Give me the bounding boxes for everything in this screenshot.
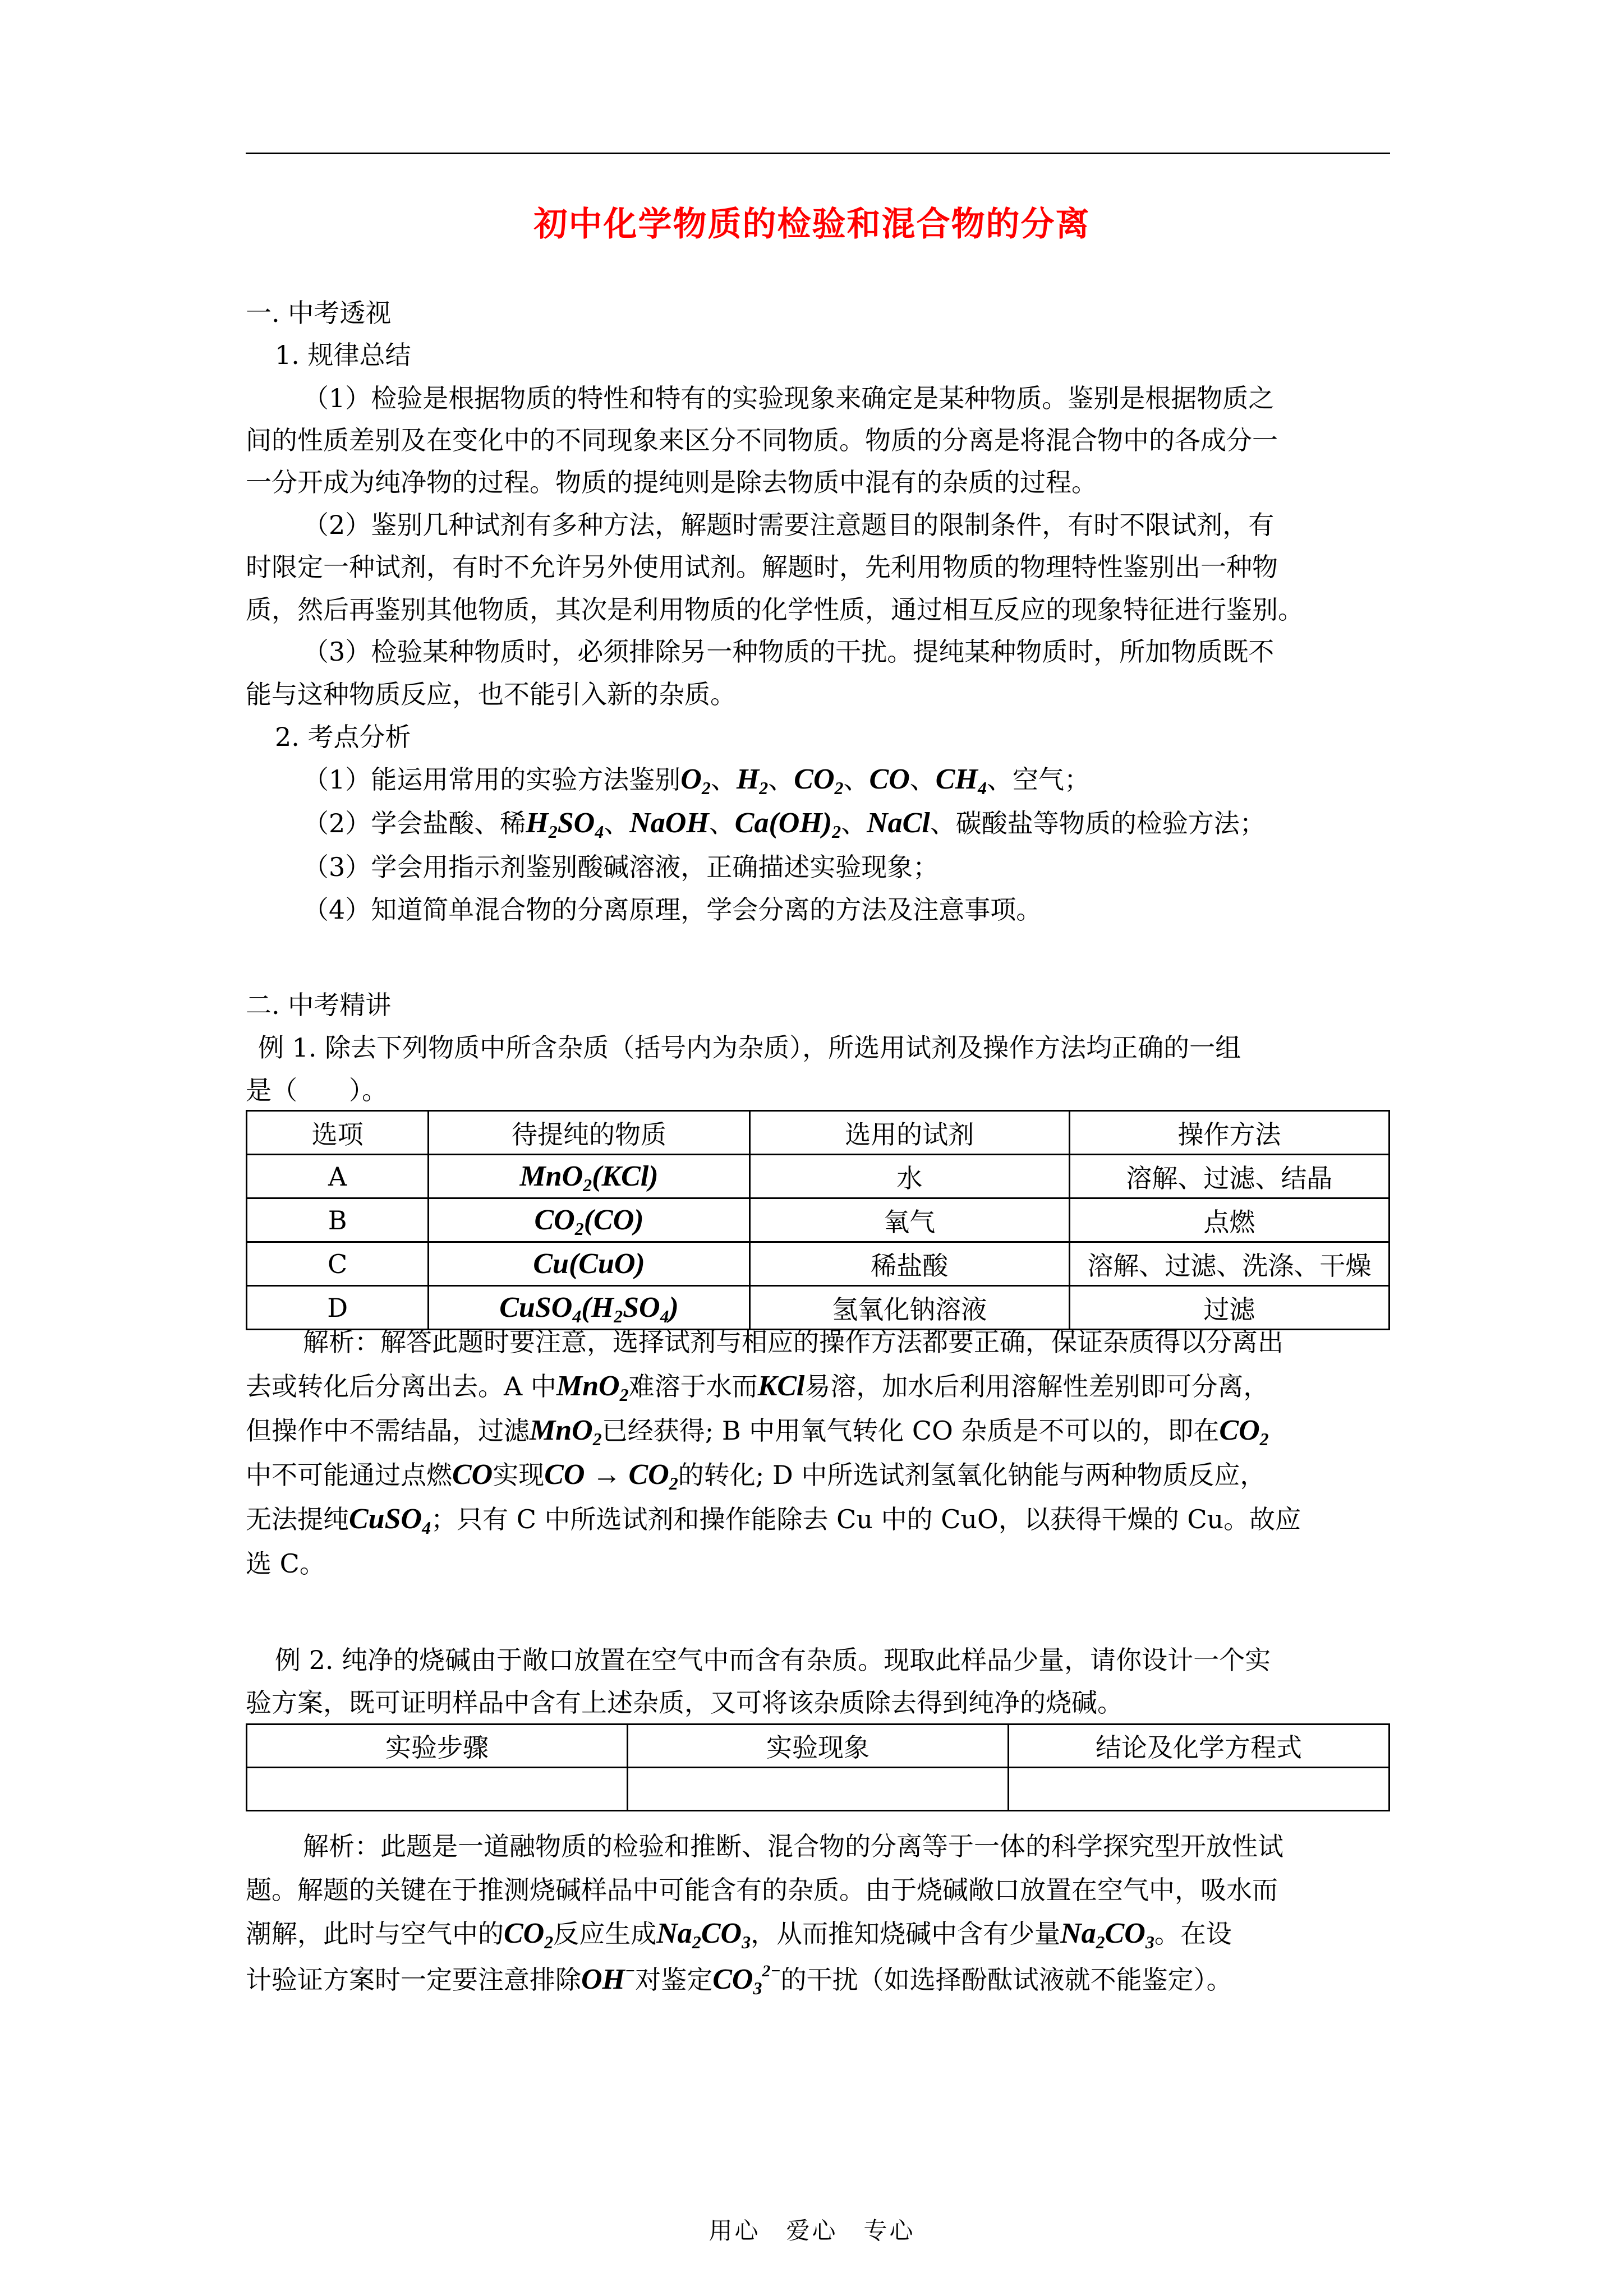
analysis1-line1: 解析：解答此题时要注意，选择试剂与相应的操作方法都要正确，保证杂质得以分离出 [303, 1327, 1283, 1357]
page-footer: 用心 爱心 专心 [709, 2217, 915, 2244]
table-header-cell: 选用的试剂 [749, 1111, 1069, 1155]
empty-cell [247, 1768, 628, 1811]
analysis1-line6: 选 C。 [246, 1548, 325, 1579]
option-cell: A [247, 1155, 429, 1198]
p2-line3: 质，然后再鉴别其他物质，其次是利用物质的化学性质，通过相互反应的现象特征进行鉴别。 [246, 594, 1304, 625]
reagent-cell: 氢氧化钠溶液 [749, 1286, 1069, 1330]
table-row [247, 1768, 1390, 1811]
option-cell: B [247, 1198, 429, 1242]
substance-cell: Cu(CuO) [429, 1242, 750, 1286]
table-header-cell: 待提纯的物质 [429, 1111, 750, 1155]
table-header-cell: 实验步骤 [247, 1725, 628, 1768]
page-title: 初中化学物质的检验和混合物的分离 [533, 205, 1091, 244]
p2-line1: （2）鉴别几种试剂有多种方法，解题时需要注意题目的限制条件，有时不限试剂，有 [303, 510, 1275, 540]
reagent-cell: 稀盐酸 [749, 1242, 1069, 1286]
table-row [247, 1155, 1390, 1198]
analysis1-line2: 去或转化后分离出去。A 中MnO$_2$难溶于水而KCl易溶，加水后利用溶解性差别即可分离， [246, 1370, 1269, 1405]
reagent-cell: 氧气 [749, 1198, 1069, 1242]
header-rule [246, 153, 1390, 154]
section2-heading: 二. 中考精讲 [246, 990, 392, 1020]
p3-line1: （3）检验某种物质时，必须排除另一种物质的干扰。提纯某种物质时，所加物质既不 [303, 637, 1275, 667]
table-row [247, 1198, 1390, 1242]
key-point-4: （4）知道简单混合物的分离原理，学会分离的方法及注意事项。 [303, 895, 1042, 925]
example1-table [246, 1110, 1390, 1330]
analysis2-line2: 题。解题的关键在于推测烧碱样品中可能含有的杂质。由于烧碱敞口放置在空气中，吸水而 [246, 1875, 1278, 1905]
key-point-1: （1）能运用常用的实验方法鉴别$O_2$、$H_2$、$CO_2$、CO、$CH_4$、空气； [303, 763, 1090, 798]
analysis2-line4: 计验证方案时一定要注意排除OH−对鉴定$CO_3^{2-}$的干扰（如选择酚酞试液就不能鉴定）。 [246, 1962, 1232, 1998]
example1-line2: 是（ ）。 [246, 1075, 388, 1105]
example1-line1: 例 1. 除去下列物质中所含杂质（括号内为杂质），所选用试剂及操作方法均正确的一组 [258, 1032, 1241, 1063]
table-header-cell: 结论及化学方程式 [1009, 1725, 1390, 1768]
p1-line1: （1）检验是根据物质的特性和特有的实验现象来确定是某种物质。鉴别是根据物质之 [303, 383, 1275, 413]
section1-sub1: 1. 规律总结 [275, 340, 411, 370]
option-cell: C [247, 1242, 429, 1286]
empty-cell [628, 1768, 1009, 1811]
table-header-cell: 操作方法 [1069, 1111, 1389, 1155]
method-cell: 溶解、过滤、结晶 [1069, 1155, 1389, 1198]
example2-line1: 例 2. 纯净的烧碱由于敞口放置在空气中而含有杂质。现取此样品少量，请你设计一个实 [275, 1645, 1271, 1675]
section1-heading: 一. 中考透视 [246, 298, 392, 328]
analysis1-line4: 中不可能通过点燃CO实现CO → $CO_2$的转化; D 中所选试剂氢氧化钠能与两种物质反应， [246, 1459, 1266, 1493]
table-header-row [247, 1111, 1390, 1155]
key-point-3: （3）学会用指示剂鉴别酸碱溶液，正确描述实验现象； [303, 852, 939, 882]
method-cell: 溶解、过滤、洗涤、干燥 [1069, 1242, 1389, 1286]
analysis2-line3: 潮解，此时与空气中的$CO_2$反应生成$Na_2CO_3$，从而推知烧碱中含有少量$Na_2CO_3$。在设 [246, 1917, 1232, 1952]
analysis1-line3: 但操作中不需结晶，过滤MnO$_2$已经获得; B 中用氧气转化 CO 杂质是不可以的，即在$CO_2$ [246, 1414, 1269, 1449]
example2-table [246, 1723, 1390, 1811]
analysis1-line5: 无法提纯CuSO$_4$；只有 C 中所选试剂和操作能除去 Cu 中的 CuO，以获得干燥的 Cu。故应 [246, 1503, 1301, 1538]
p3-line2: 能与这种物质反应，也不能引入新的杂质。 [246, 679, 736, 709]
table-row [247, 1286, 1390, 1330]
table-header-cell: 实验现象 [628, 1725, 1009, 1768]
table-header-row [247, 1725, 1390, 1768]
method-cell: 过滤 [1069, 1286, 1389, 1330]
analysis2-line1: 解析：此题是一道融物质的检验和推断、混合物的分离等于一体的科学探究型开放性试 [303, 1831, 1283, 1861]
p2-line2: 时限定一种试剂，有时不允许另外使用试剂。解题时，先利用物质的物理特性鉴别出一种物 [246, 552, 1278, 582]
p1-line3: 一分开成为纯净物的过程。物质的提纯则是除去物质中混有的杂质的过程。 [246, 467, 1097, 497]
p1-line2: 间的性质差别及在变化中的不同现象来区分不同物质。物质的分离是将混合物中的各成分一 [246, 425, 1278, 455]
section1-sub2: 2. 考点分析 [275, 722, 411, 752]
option-cell: D [247, 1286, 429, 1330]
reagent-cell: 水 [749, 1155, 1069, 1198]
example2-line2: 验方案，既可证明样品中含有上述杂质，又可将该杂质除去得到纯净的烧碱。 [246, 1688, 1123, 1718]
method-cell: 点燃 [1069, 1198, 1389, 1242]
substance-cell: $CO_2(CO)$ [429, 1198, 750, 1242]
table-header-cell: 选项 [247, 1111, 429, 1155]
substance-cell: MnO$_2$(KCl) [429, 1155, 750, 1198]
table-row [247, 1242, 1390, 1286]
empty-cell [1009, 1768, 1390, 1811]
substance-cell: $CuSO_4(H_2SO_4)$ [429, 1286, 750, 1330]
key-point-2: （2）学会盐酸、稀$H_2SO_4$、NaOH、$Ca(OH)_2$、NaCl、碳酸盐等物质的检验方法； [303, 807, 1266, 842]
